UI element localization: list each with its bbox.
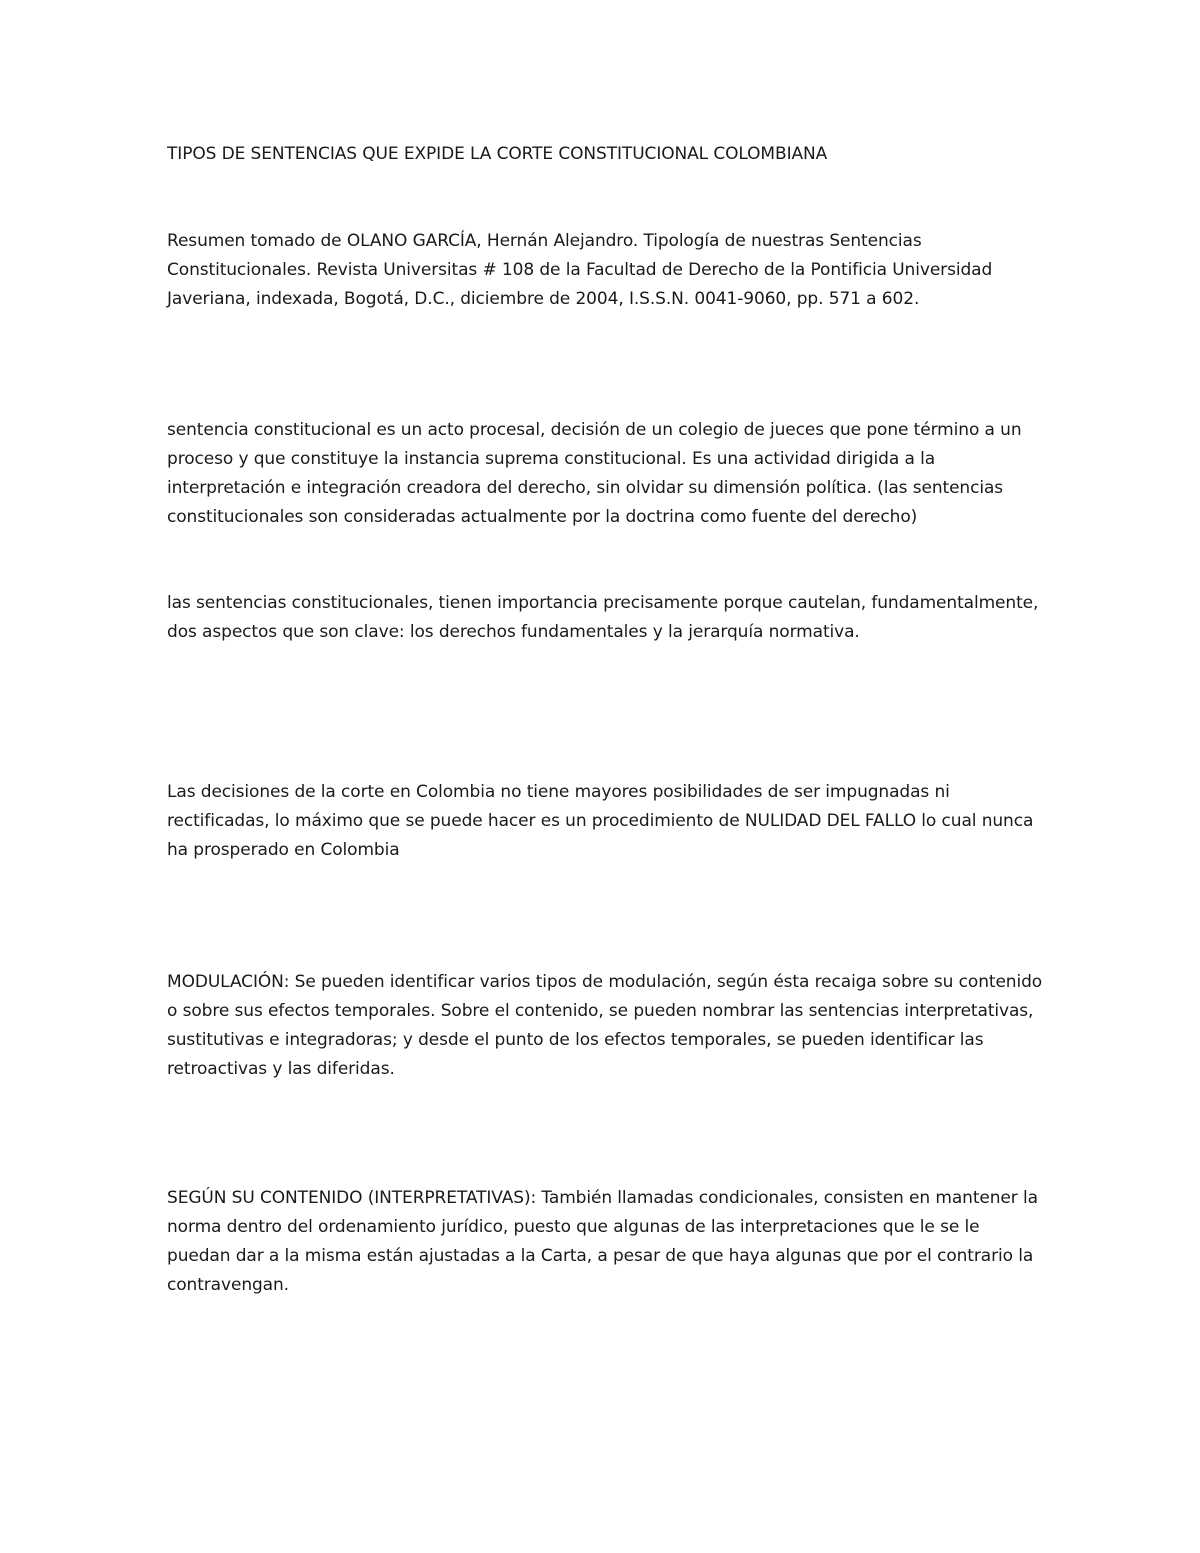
- paragraph-interpretativas: SEGÚN SU CONTENIDO (INTERPRETATIVAS): También llamadas condicionales, consisten en mantener la norma dentro del ordenamiento jurídico, puesto que algunas de las interpretaciones que le se le puedan dar a la misma están ajustadas a la Carta, a pesar de que haya algunas que por el contrario la contravengan.: [167, 1188, 1038, 1295]
- paragraph-importance: las sentencias constitucionales, tienen importancia precisamente porque cautelan, fundamentalmente, dos aspectos que son clave: los derechos fundamentales y la jerarquía normativa.: [167, 593, 1039, 642]
- paragraph-decisions: Las decisiones de la corte en Colombia no tiene mayores posibilidades de ser impugnadas ni rectificadas, lo máximo que se puede hacer es un procedimiento de NULIDAD DEL FALLO lo cual nunca ha prosperado en Colombia: [167, 782, 1034, 860]
- reference-paragraph: Resumen tomado de OLANO GARCÍA, Hernán Alejandro. Tipología de nuestras Sentencias Constitucionales. Revista Universitas # 108 de la Facultad de Derecho de la Pontificia Universidad Javeriana, indexada, Bogotá, D.C., diciembre de 2004, I.S.S.N. 0041-9060, pp. 571 a 602.: [167, 231, 993, 309]
- paragraph-definition: sentencia constitucional es un acto procesal, decisión de un colegio de jueces que pone término a un proceso y que constituye la instancia suprema constitucional. Es una actividad dirigida a la interpretación e integración creadora del derecho, sin olvidar su dimensión política. (las sentencias constitucionales son consideradas actualmente por la doctrina como fuente del derecho): [167, 420, 1022, 527]
- paragraph-modulation: MODULACIÓN: Se pueden identificar varios tipos de modulación, según ésta recaiga sobre su contenido o sobre sus efectos temporales. Sobre el contenido, se pueden nombrar las sentencias interpretativas, sustitutivas e integradoras; y desde el punto de los efectos temporales, se pueden identificar las retroactivas y las diferidas.: [167, 972, 1043, 1079]
- document-title: TIPOS DE SENTENCIAS QUE EXPIDE LA CORTE CONSTITUCIONAL COLOMBIANA: [167, 144, 828, 164]
